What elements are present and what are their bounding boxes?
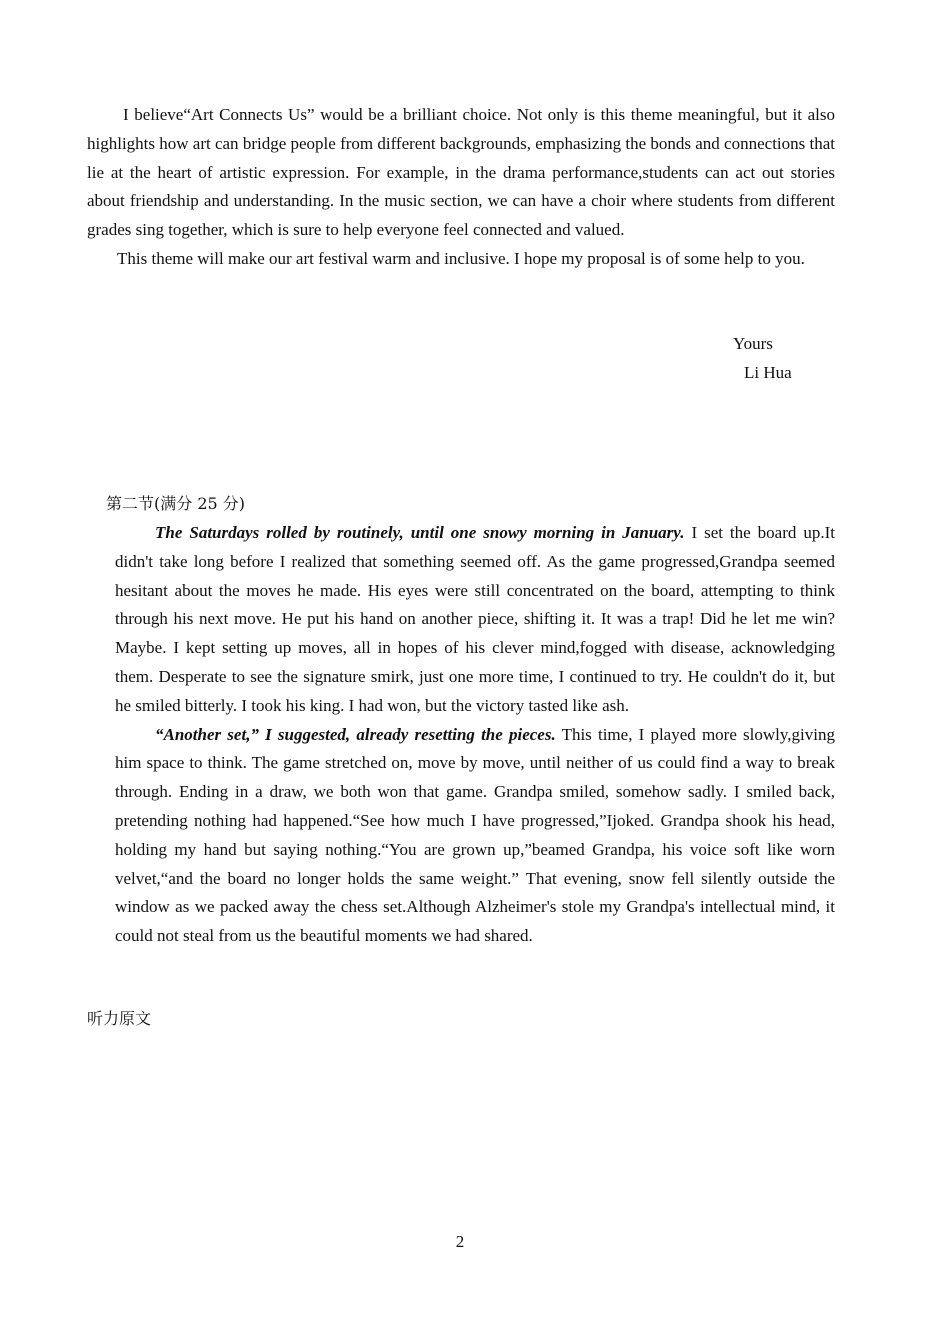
listening-heading: 听力原文 [87,1009,152,1028]
page-number: 2 [455,1232,465,1251]
section-heading: 第二节(满分 25 分) [106,494,246,513]
closing-word: Yours [733,334,773,353]
story-paragraph-1-lead: The Saturdays rolled by routinely, until one snowy morning in January. [155,523,685,542]
letter-paragraph-1: I believe“Art Connects Us” would be a brilliant choice. Not only is this theme meaningful, but it also highlights how art can bridge people from different backgrounds, emphasizing the bonds and connections that lie at the heart of artistic expression. For example, in the drama performance,students can act out stories about friendship and understanding. In the music section, we can have a choir where students from different grades sing together, which is sure to help everyone feel connected and valued. [87,105,835,240]
signature: Li Hua [744,362,792,382]
letter-closing [733,330,792,388]
letter-paragraph-2: This theme will make our art festival warm and inclusive. I hope my proposal is of some help to you. [117,248,805,268]
story-paragraph-2-lead: “Another set,” I suggested, already resetting the pieces. [155,724,556,744]
story-paragraph-1-text: I set the board up.It didn't take long before I realized that something seemed off. As the game progressed,Grandpa seemed hesitant about the moves he made. His eyes were still concentrated on the board, attempting to think through his next move. He put his hand on another piece, shifting it. It was a trap! Did he let me win? Maybe. I kept setting up moves, all in hopes of his clever mind,fogged with disease, acknowledging them. Desperate to see the signature smirk, just one more time, I continued to try. He couldn't do it, but he smiled bitterly. I took his king. I had won, but the victory tasted like ash. [115,523,835,715]
story-paragraph-2 [115,721,835,951]
story-body [115,519,835,951]
story-paragraph-2-text: This time, I played more slowly,giving him space to think. The game stretched on, move by move, until neither of us could find a way to break through. Ending in a draw, we both won that game. Grandpa smiled, somehow sadly. I smiled back, pretending nothing had happened.“See how much I have progressed,”Ijoked. Grandpa shook his head, holding my hand but saying nothing.“You are grown up,”beamed Grandpa, his voice soft like worn velvet,“and the board no longer holds the same weight.” That evening, snow fell silently outside the window as we packed away the chess set.Although Alzheimer's stole my Grandpa's intellectual mind, it could not steal from us the beautiful moments we had shared. [115,724,835,946]
story-paragraph-1 [115,519,835,721]
letter-body [87,101,835,274]
